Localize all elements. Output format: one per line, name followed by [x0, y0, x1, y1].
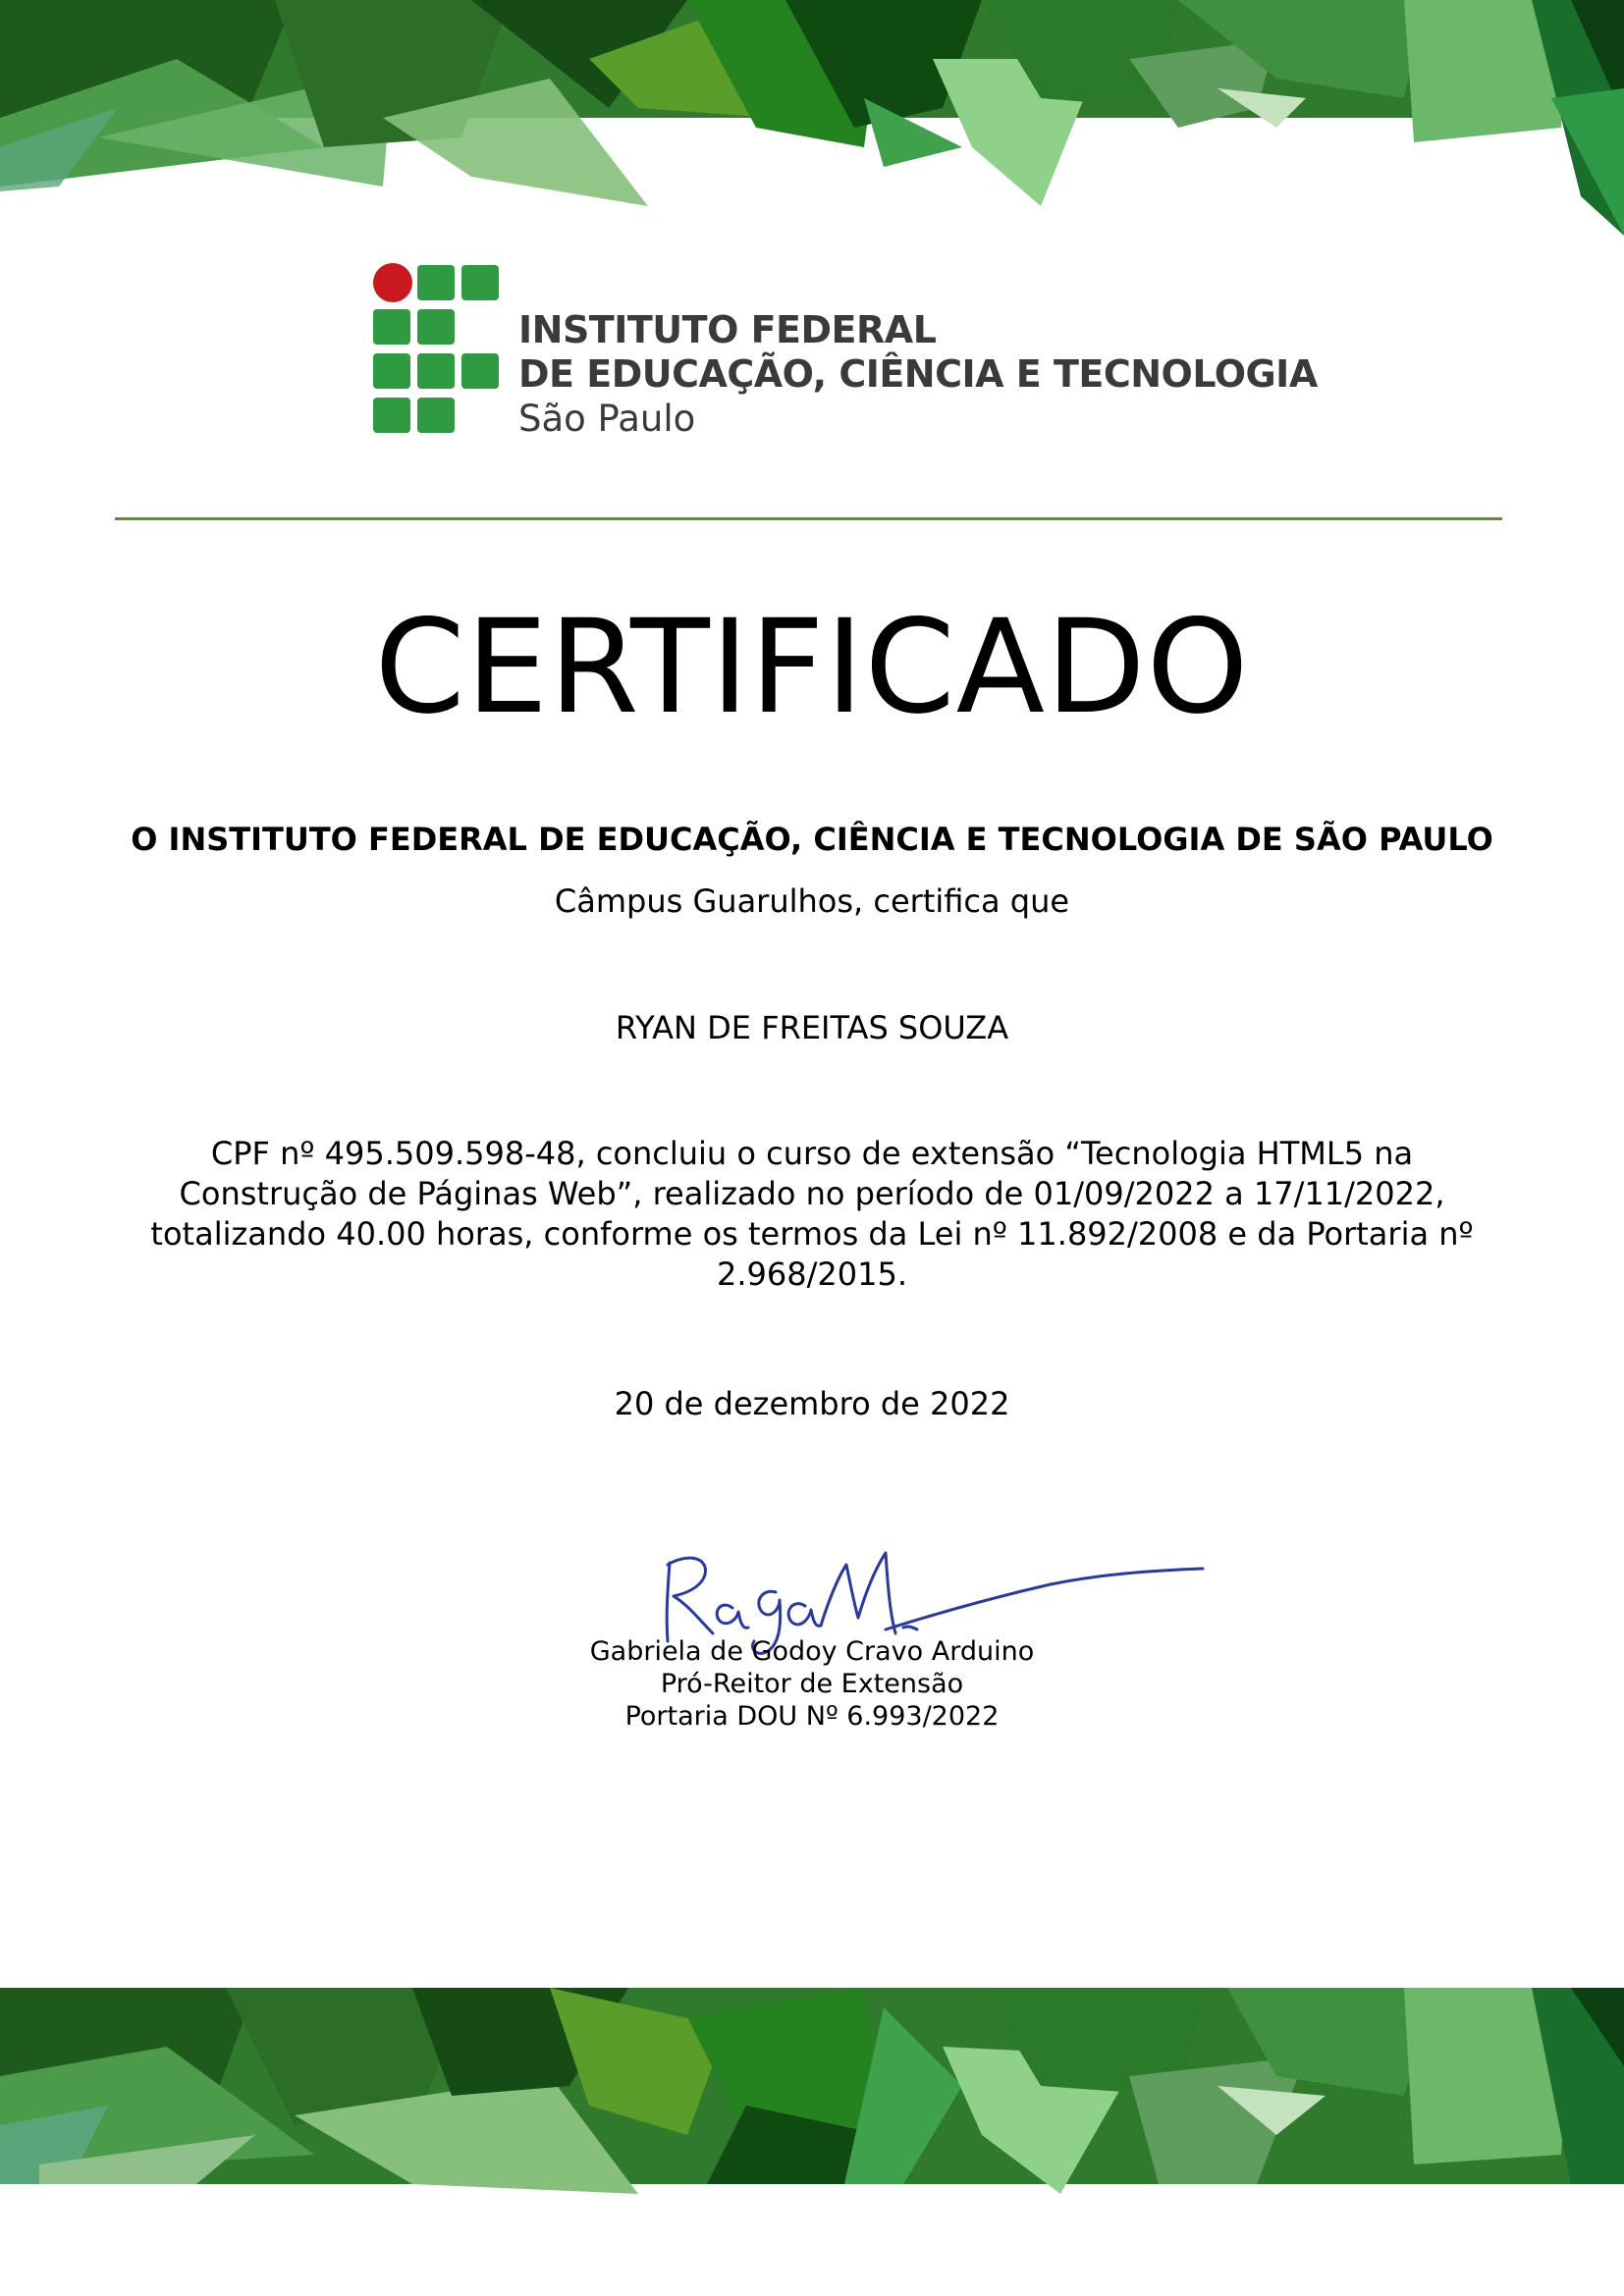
signatory-ordinance: Portaria DOU Nº 6.993/2022	[624, 1701, 1000, 1732]
signatory-name: Gabriela de Godoy Cravo Arduino	[589, 1636, 1035, 1667]
header-divider	[115, 517, 1502, 520]
issuer-name: O INSTITUTO FEDERAL DE EDUCAÇÃO, CIÊNCIA E TECNOLOGIA DE SÃO PAULO	[131, 821, 1493, 858]
logo-line-education: DE EDUCAÇÃO, CIÊNCIA E TECNOLOGIA	[518, 352, 1318, 396]
issue-date: 20 de dezembro de 2022	[614, 1385, 1010, 1422]
signatory-role: Pró-Reitor de Extensão	[660, 1669, 964, 1699]
institution-logo	[371, 263, 1318, 440]
student-name: RYAN DE FREITAS SOUZA	[615, 1009, 1009, 1046]
body-line: CPF nº 495.509.598-48, concluiu o curso de extensão “Tecnologia HTML5 na	[210, 1135, 1414, 1172]
body-line: totalizando 40.00 horas, conforme os termos da Lei nº 11.892/2008 e da Portaria nº	[150, 1215, 1474, 1253]
top-decorative-band	[0, 0, 1624, 245]
certificate-body	[113, 1134, 1511, 1295]
logo-line-state: São Paulo	[518, 398, 696, 440]
signatory-block	[0, 1635, 1624, 1733]
logo-line-institute: INSTITUTO FEDERAL	[518, 308, 937, 351]
bottom-decorative-band	[0, 1988, 1624, 2199]
body-line: 2.968/2015.	[717, 1255, 907, 1293]
body-line: Construção de Páginas Web”, realizado no período de 01/09/2022 a 17/11/2022,	[179, 1175, 1445, 1212]
campus-line: Câmpus Guarulhos, certifica que	[554, 882, 1070, 920]
logo-grid-icon	[371, 263, 504, 440]
certificate-title: CERTIFICADO	[374, 592, 1250, 743]
logo-text	[518, 308, 1318, 442]
